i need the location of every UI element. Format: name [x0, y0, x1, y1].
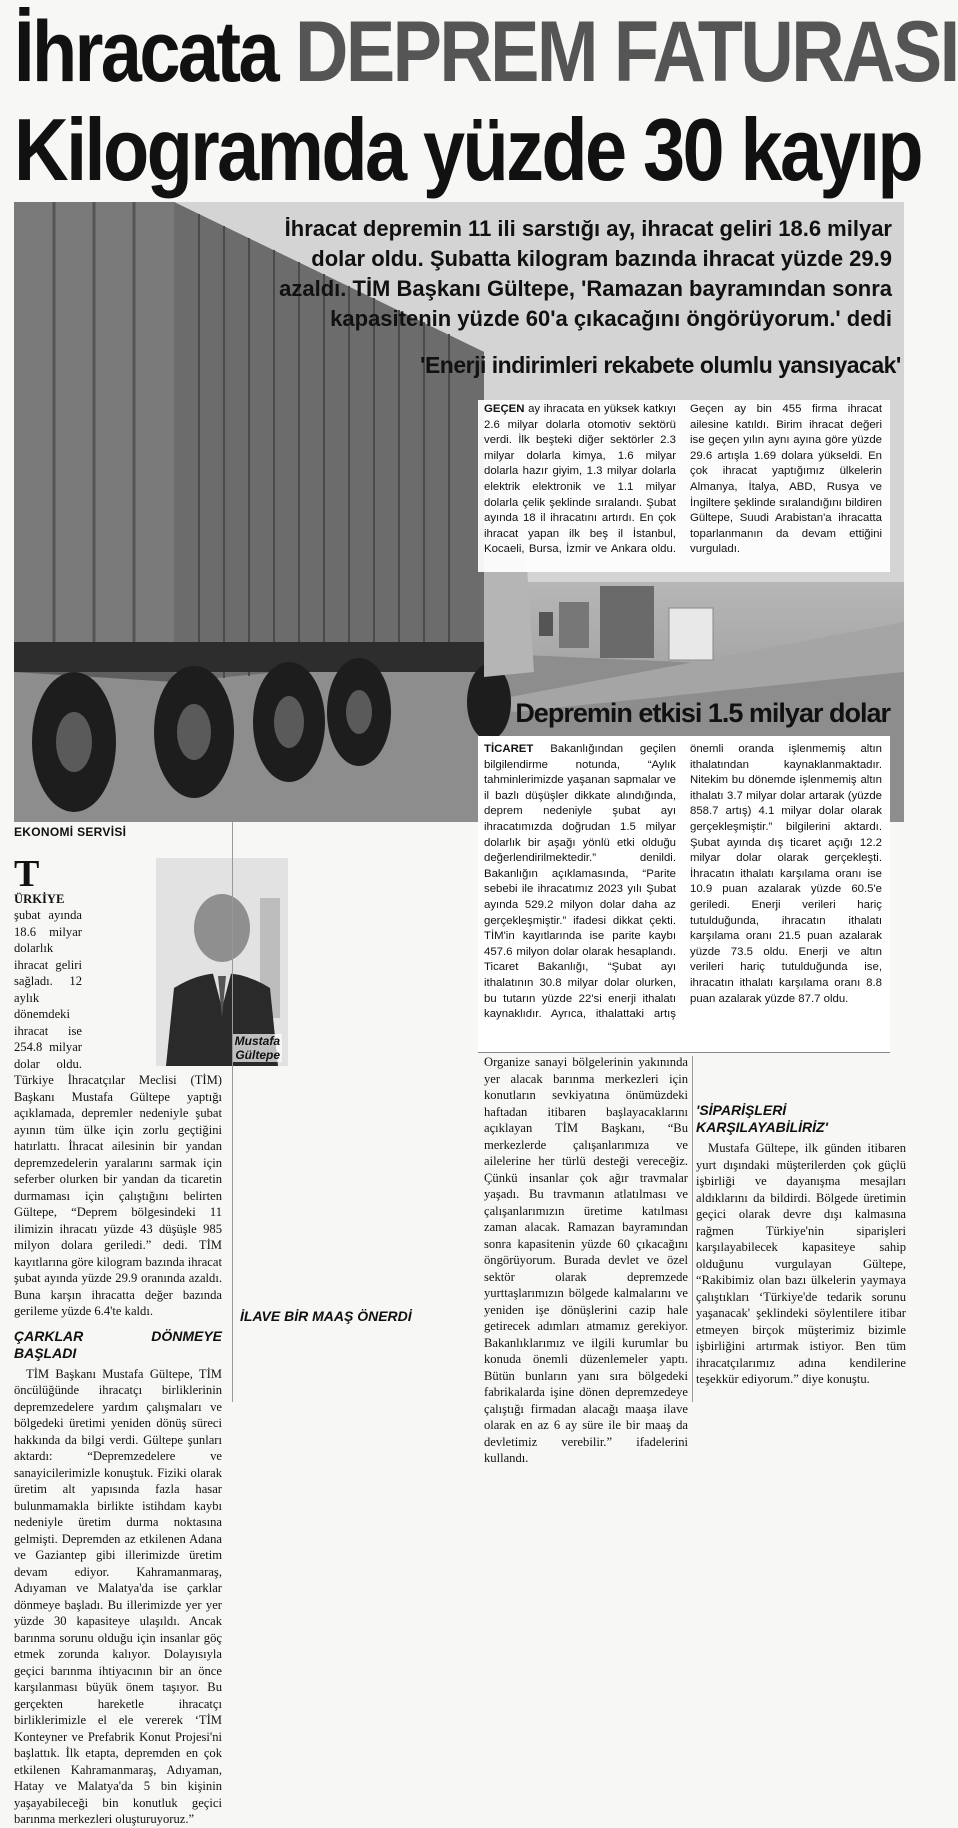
body-lead-word: ÜRKİYE [14, 891, 65, 906]
box2-text [484, 742, 882, 1048]
caption-line-1: Mustafa [234, 1034, 280, 1048]
box1-title: 'Enerji indirimleri rekabete olumlu yansıyacak' [420, 352, 901, 378]
body-column-1 [14, 818, 222, 1828]
box1-body: ay ihracata en yüksek katkıyı 2.6 milyar dolarla otomotiv sektörü verdi. İlk beşteki diğer sektörler 2.3 milyar dolarla kimya, 1.6 milyar dolarla hazır giyim, 1.3 milyar dolarla elektrik elektronik ve 1.1 milyar dolarla çelik şeklinde sıralandı. Şubat ayında 18 il ihracatını artırdı. En çok ihracat yapan ilk beş il İstanbul, Kocaeli, Bursa, İzmir ve Ankara oldu. Geçen ay bin 455 firma ihracat ailesine katıldı. Birim ihracat değeri ise geçen yılın aynı ayına göre yüzde 29.6 artışla 1.69 dolara yükseldi. En çok ihracat yaptığımız ülkelerin Almanya, İtalya, ABD, Rusya ve İngiltere şeklinde sıralandığını bildiren Gültepe, Suudi Arabistan'a ihracatta toparlanmanın da devam ettiğini vurguladı. [484, 403, 882, 556]
byline: EKONOMİ SERVİSİ [14, 825, 127, 839]
box1-text [484, 402, 882, 572]
box1-lead-word: GEÇEN [484, 403, 525, 415]
lead-paragraph: İhracat depremin 11 ili sarstığı ay, ihracat geliri 18.6 milyar dolar oldu. Şubatta kilogram bazında ihracat yüzde 29.9 azaldı. TİM Başkanı Gültepe, 'Ramazan bayramından sonra kapasitenin yüzde 60'a çıkacağını öngörüyorum.' dedi [279, 216, 892, 331]
body-paragraph-3: Organize sanayi bölgelerinin yakınında yer alacak barınma merkezleri için konutların sevkiyatına önümüzdeki haftadan itibaren başlayacaklarını açıklayan TİM Başkanı, “Bu merkezlerde çalışanlarımıza ve ailelerine her türlü desteği vereceğiz. Çünkü insanlar çok ağır travmalar yaşadı. Bu travmanın atlatılması ve çalışanlarımızın üretime katılması zaman alacak. Ramazan bayramından sonra kapasitenin yüzde 60 çıkacağını öngörüyorum. Burada devlet ve özel sektör olarak depremzede yurttaşlarımızın bölgede kalmalarını ve yeniden işe dönüşlerini cazip hale getirecek adımları atmamız gerekiyor. Bakanlıklarımız ve ilgili kurumlar bu konuda önemli düzenlemeler yaptı. Bütün bunların yanı sıra bölgedeki fabrikalarda işine dönen depremzedeye çalıştığı firmadan alacağı maaşa ilave olarak en az 6 ay süre ile bir maaş da devletimiz verebilir.” ifadelerini kullandı. [484, 1055, 688, 1465]
subhead-ilave-maas: İLAVE BİR MAAŞ ÖNERDİ [240, 1308, 412, 1324]
body-paragraph-2: TİM Başkanı Mustafa Gültepe, TİM öncülüğünde ihracatçı birliklerinin depremzedelere yardım çalışmaları ve bölgedeki üretimi yeniden dönüş süreci hakkında da bilgi verdi. Gültepe şunları aktardı: “Depremzedelere ve sanayicilerimizle konuştuk. Fiziki olarak üretim alt yapısında fazla hasar bulunmamakla birlikte istihdam kaybı nedeniyle üretim durma noktasına gelmişti. Depremden az etkilenen Adana ve Gaziantep gibi illerimizde üretim devam ediyor. Kahramanmaraş, Adıyaman ve Malatya'da ise çarklar dönmeye başladı. Bu illerimizde yer yer yüzde 30 kapasiteye ulaşıldı. Ancak barınma sorunu olduğu için insanlar göç etmek zorunda kalıyor. Dolayısıyla geçici barınma ihtiyacının bir an önce karşılanması büyük önem taşıyor. Bu gerçekten hareketle ihracatçı birliklerimizle el ele vererek ‘TİM Konteyner ve Prefabrik Konut Projesi'ni başlattık. İlk etapta, depremden en çok etkilenen Kahramanmaraş, Adıyaman, Hatay ve Malatya'da 5 bin kişinin yaşayabileceği bin konutluk geçici barınma merkezleri oluşturuyoruz.” [14, 1366, 222, 1826]
body-column-3 [484, 1054, 688, 1465]
body-column-4 [696, 1054, 906, 1404]
body-paragraph-1: şubat ayında 18.6 milyar dolarlık ihracat geliri sağladı. 12 aylık dönemdeki ihracat ise 254.8 milyar dolar oldu. Türkiye İhracatçılar Meclisi (TİM) Başkanı Mustafa Gültepe yaptığı açıklamada, depremler nedeniyle şubat ayının tüm ülke için zorlu geçtiğini hatırlattı. İhracat ailesinin bir yandan depremzedelerin yaralarını sarmak için seferber olurken bir yandan da ticaretin durmaması için çalıştığını belirten Gültepe, “Deprem bölgesindeki 11 ilimizin ihracatı yüzde 43 düşüşle 985 milyon dolara geriledi.” dedi. TİM kayıtlarına göre kilogram bazında ihracat şubat ayında yüzde 29.9 oranında azaldı. Buna karşın ihracatta değer bazında gerileme yüzde 6.4'te kaldı. [14, 908, 222, 1318]
column-rule-1 [232, 822, 233, 1402]
box2-lead-word: TİCARET [484, 743, 534, 755]
body-column-2 [240, 1300, 458, 1400]
headline-line-2: Kilogramda yüzde 30 kayıp [14, 100, 922, 199]
box2-title: Depremin etkisi 1.5 milyar dolar [515, 698, 890, 728]
body-paragraph-4: Mustafa Gültepe, ilk günden itibaren yurt dışındaki müşterilerden çok güçlü işbirliği ve dayanışma mesajları aldıklarını da bildirdi. Bölgede üretimin geçici olarak devre dışı kalmasına rağmen Türkiye'nin siparişleri karşılayabilecek kapasiteye sahip olduğunu vurgulayan Gültepe, “Rakibimiz olan bazı ülkelerin yaymaya çalıştıkları ‘Türkiye'de tedarik sorunu yaşanacak' şeklindeki söylentilere itibar etmeyen birçok müşterimiz bizimle işbirliğini artırmak istiyor. Ben tüm ihracatçılarımız adına kendilerine teşekkür ediyorum.” diye konuştu. [696, 1141, 906, 1386]
box1-panel [478, 400, 890, 572]
subhead-siparisleri: 'SİPARİŞLERİ KARŞILAYABİLİRİZ' [696, 1102, 828, 1135]
column-rule-3 [692, 1056, 693, 1402]
caption-line-2: Gültepe [235, 1048, 280, 1062]
box2-panel [478, 736, 890, 1053]
dropcap: T [14, 852, 40, 895]
portrait-caption [233, 1034, 282, 1062]
headline-part-2: DEPREM FATURASI [295, 4, 958, 100]
subhead-carklar: ÇARKLAR DÖNMEYE BAŞLADI [14, 1327, 222, 1361]
headline-part-1: İhracata [14, 4, 278, 100]
headline-line-1 [14, 4, 958, 100]
box2-body: Bakanlığından geçilen bilgilendirme notunda, “Aylık tahminlerimizde yaşanan sapmalar ve il bazlı düşüşler dikkate alındığında, deprem nedeniyle şubat ayı ihracatımızda doğrudan 1.5 milyar dolarlık bir aşağı yönlü etki olduğu değerlendirilmektedir.” denildi. Bakanlığın açıklamasında, “Parite sebebi ile ihracatımız 2023 yılı Şubat ayında 529.2 milyon dolar daha az gerçekleşmiştir.” ifadesi dikkat çekti. TİM'in kayıtlarında ise parite kaybı 457.6 milyon dolar olarak hesaplandı. Ticaret Bakanlığı, “Şubat ayı ithalatının 30.8 milyar dolar olurken, bu tutarın yüzde 22'si enerji ithalatı kaynaklıdır. Ayrıca, ithalattaki artış önemli oranda işlenmemiş altın ithalatından kaynaklanmaktadır. Nitekim bu dönemde işlenmemiş altın ithalatı 3.7 milyar dolar artarak (yüzde 858.7 artış) 4.1 milyar dolar olarak gerçekleşmiştir.” bilgilerini aktardı. Şubat ayında dış ticaret açığı 12.2 milyar dolar olarak gerçekleşti. İhracatın ithalatı karşılama oranı ise 10.9 puan azalarak yüzde 60.5'e geriledi. Enerji verileri hariç tutulduğunda, ihracatın ithalatı karşılama oranı 21.5 puan azalarak yüzde 73.5 oldu. Enerji ve altın verileri hariç tutulduğunda ise, ihracatın ithalatı karşılama oranı 8.8 puan azalarak yüzde 87.7 oldu. [484, 743, 882, 1021]
